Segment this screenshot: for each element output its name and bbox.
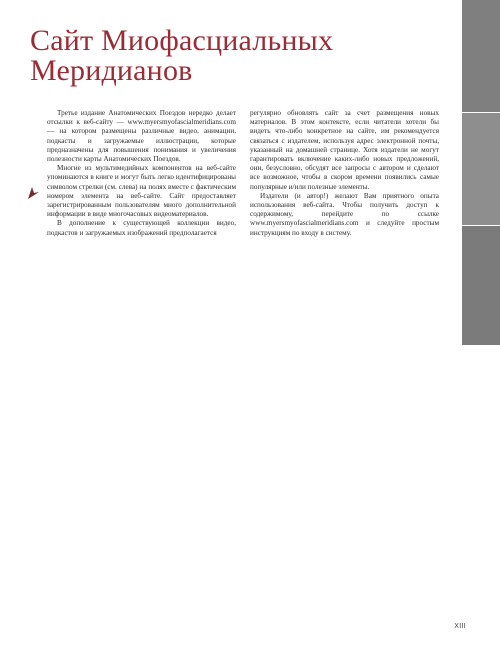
paragraph: Третье издание Анатомических Поездов нередко делает отсылки к веб-сайту — www.myersmyofascialmeridians.com — на котором размещены различные видео, анимации, подкасты и загружаемые иллюстрации, которые предназначены для повышения понимания и увеличения полезности карты Анатомических Поездов. xyxy=(47,109,236,164)
chapter-tabs xyxy=(462,0,500,345)
page-title xyxy=(30,26,430,86)
paragraph: Издатели (и автор!) желают Вам приятного опыта использования веб-сайта. Чтобы получить доступ к содержимому, перейдите по ссылке www.myersmyofascialmeridians.com и следуйте простым инструкциям по входу в систему. xyxy=(250,191,439,237)
page-title-line-1: Сайт Миофасциальных xyxy=(30,24,334,57)
page-title-line-2: Меридианов xyxy=(30,54,193,87)
chapter-tab-2 xyxy=(462,113,500,225)
paragraph: регулярно обновлять сайт за счет размещения новых материалов. В этом контексте, если читатели хотели бы видеть что-либо конкретное на сайте, им рекомендуется связаться с издателем, используя адрес электронной почты, указанный на домашней странице. Хотя издатели не могут гарантировать включение каких-либо новых предложений, они, безусловно, обсудят все запросы с автором и сделают все возможное, чтобы в скором времени появились самые популярные и/или полезные элементы. xyxy=(250,109,439,191)
chapter-tab-3 xyxy=(462,226,500,345)
chapter-tab-1 xyxy=(462,0,500,112)
left-column xyxy=(47,109,236,238)
right-column xyxy=(250,109,439,238)
arrow-cursor-icon xyxy=(26,186,40,200)
page-number: XIII xyxy=(454,623,466,630)
paragraph: Многие из мультимедийных компонентов на веб-сайте упоминаются в книге и могут быть легко идентифицированы символом стрелки (см. слева) на полях вместе с фактическим номером элемента на веб-сайте. Сайт предоставляет зарегистрированным пользователям много дополнительной информации в виде многочасовых видеоматериалов. xyxy=(47,164,236,219)
paragraph: В дополнение к существующей коллекции видео, подкастов и загружаемых изображений предполагается xyxy=(47,219,236,237)
body-text xyxy=(47,109,439,238)
